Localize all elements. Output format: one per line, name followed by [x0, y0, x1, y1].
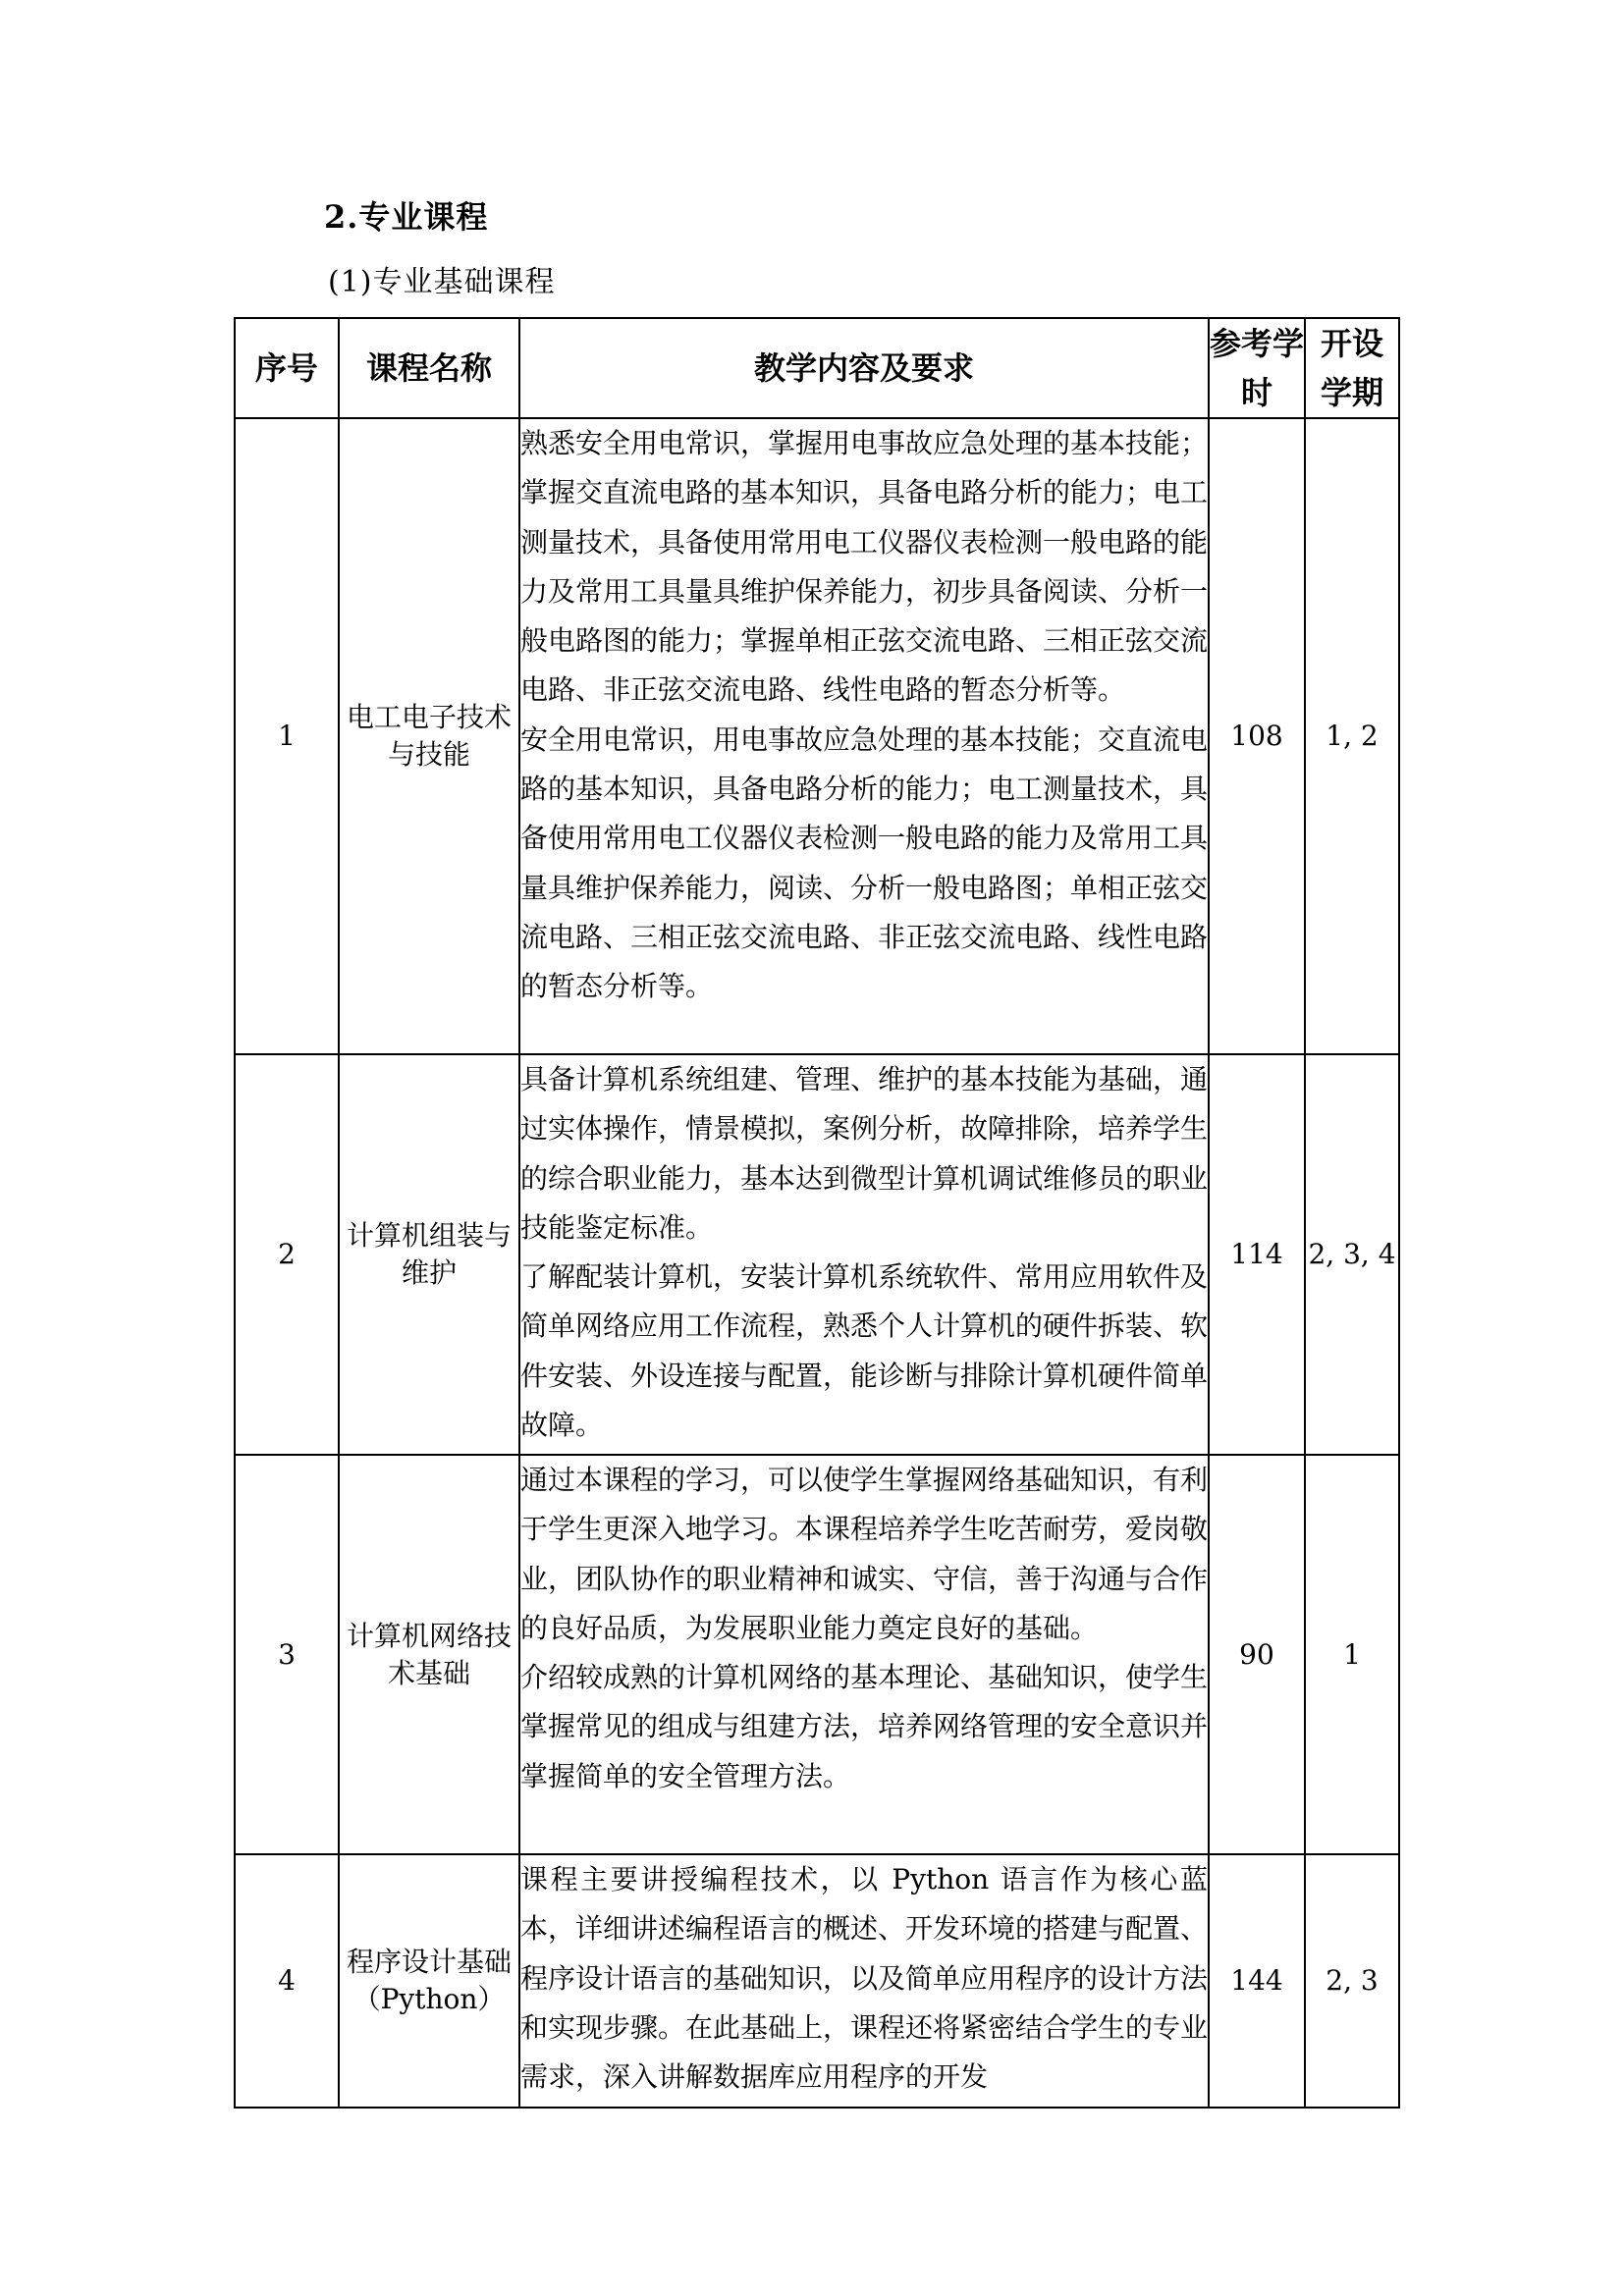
- row-course-name: 电工电子技术与技能: [339, 418, 519, 1054]
- content-paragraph: 通过本课程的学习，可以使学生掌握网络基础知识，有利于学生更深入地学习。本课程培养学生吃苦耐劳，爱岗敬业，团队协作的职业精神和诚实、守信，善于沟通与合作的良好品质，为发展职业能力奠定良好的基础。: [520, 1464, 1209, 1644]
- row-course-name: 计算机网络技术基础: [339, 1455, 519, 1854]
- row-term: 2, 3: [1305, 1854, 1399, 2108]
- content-paragraph: 介绍较成熟的计算机网络的基本理论、基础知识，使学生掌握常见的组成与组建方法，培养网络管理的安全意识并掌握简单的安全管理方法。: [520, 1661, 1209, 1792]
- table-header-row: [235, 318, 1399, 418]
- row-course-name: 程序设计基础（Python）: [339, 1854, 519, 2108]
- content-paragraph: 熟悉安全用电常识，掌握用电事故应急处理的基本技能；掌握交直流电路的基本知识，具备电路分析的能力；电工测量技术，具备使用常用电工仪器仪表检测一般电路的能力及常用工具量具维护保养能力，初步具备阅读、分析一般电路图的能力；掌握单相正弦交流电路、三相正弦交流电路、非正弦交流电路、线性电路的暂态分析等。: [520, 427, 1209, 707]
- row-content: [519, 1455, 1209, 1854]
- content-paragraph: 课程主要讲授编程技术，以 Python 语言作为核心蓝本，详细讲述编程语言的概述、开发环境的搭建与配置、程序设计语言的基础知识，以及简单应用程序的设计方法和实现步骤。在此基础上，课程还将紧密结合学生的专业需求，深入讲解数据库应用程序的开发: [520, 1863, 1209, 2094]
- section-title: 2.专业课程: [324, 198, 489, 236]
- table-row: [235, 1854, 1399, 2108]
- header-hours: 参考学时: [1209, 318, 1305, 418]
- row-content: [519, 418, 1209, 1054]
- row-course-name: 计算机组装与维护: [339, 1054, 519, 1455]
- course-table: [234, 317, 1400, 2109]
- table-row: [235, 1455, 1399, 1854]
- row-seq: 1: [235, 418, 339, 1054]
- row-seq: 3: [235, 1455, 339, 1854]
- row-term: 2, 3, 4: [1305, 1054, 1399, 1455]
- subsection-title: (1)专业基础课程: [328, 265, 556, 299]
- row-hours: 144: [1209, 1854, 1305, 2108]
- row-seq: 2: [235, 1054, 339, 1455]
- header-course-name: 课程名称: [339, 318, 519, 418]
- header-content: 教学内容及要求: [519, 318, 1209, 418]
- row-seq: 4: [235, 1854, 339, 2108]
- row-term: 1: [1305, 1455, 1399, 1854]
- header-seq: 序号: [235, 318, 339, 418]
- row-hours: 114: [1209, 1054, 1305, 1455]
- row-hours: 108: [1209, 418, 1305, 1054]
- row-content: [519, 1854, 1209, 2108]
- content-paragraph: 了解配装计算机，安装计算机系统软件、常用应用软件及简单网络应用工作流程，熟悉个人计算机的硬件拆装、软件安装、外设连接与配置，能诊断与排除计算机硬件简单故障。: [520, 1260, 1209, 1442]
- header-term: 开设学期: [1305, 318, 1399, 418]
- content-paragraph: 具备计算机系统组建、管理、维护的基本技能为基础，通过实体操作，情景模拟，案例分析，故障排除，培养学生的综合职业能力，基本达到微型计算机调试维修员的职业技能鉴定标准。: [520, 1063, 1209, 1244]
- table-row: [235, 1054, 1399, 1455]
- row-hours: 90: [1209, 1455, 1305, 1854]
- table-row: [235, 418, 1399, 1054]
- row-content: [519, 1054, 1209, 1455]
- row-term: 1, 2: [1305, 418, 1399, 1054]
- content-paragraph: 安全用电常识，用电事故应急处理的基本技能；交直流电路的基本知识，具备电路分析的能力；电工测量技术，具备使用常用电工仪器仪表检测一般电路的能力及常用工具量具维护保养能力，阅读、分析一般电路图；单相正弦交流电路、三相正弦交流电路、非正弦交流电路、线性电路的暂态分析等。: [520, 722, 1209, 1003]
